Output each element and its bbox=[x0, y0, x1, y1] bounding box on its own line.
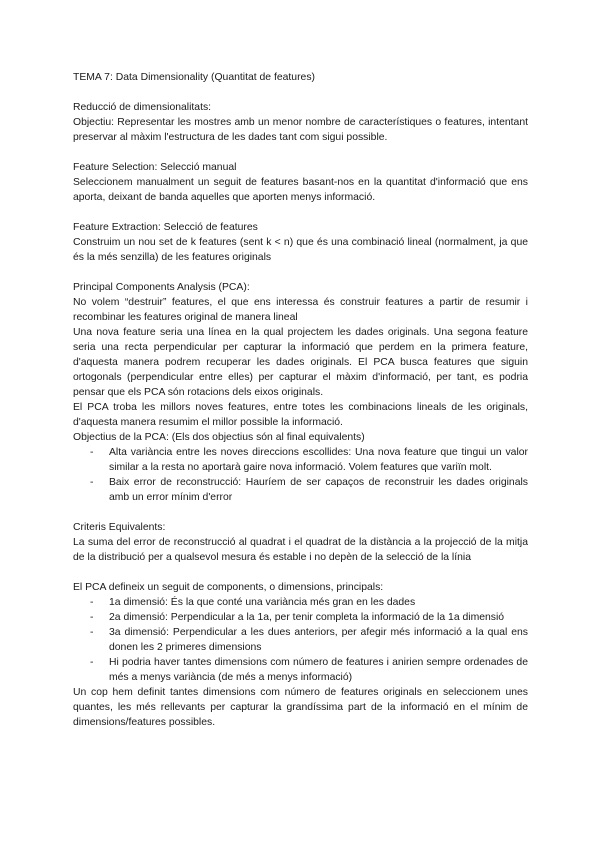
section-paragraph: La suma del error de reconstrucció al quadrat i el quadrat de la distància a la projecció de la mitja de la distribució per a qualsevol mesura és estable i no depèn de la selecció de la línia bbox=[73, 537, 528, 563]
section-heading: Reducció de dimensionalitats: bbox=[73, 102, 212, 113]
section-criteris bbox=[73, 520, 528, 565]
section-paragraph: El PCA troba les millors noves features, entre totes les combinacions lineals de les originals, d'aquesta manera resumim el millor possible la informació. bbox=[73, 402, 528, 428]
section-paragraph: Objectiu: Representar les mostres amb un menor nombre de característiques o features, intentant preservar al màxim l'estructura de les dades tant com sigui possible. bbox=[73, 117, 528, 143]
dash-bullet: - bbox=[90, 597, 94, 608]
section-paragraph: Construim un nou set de k features (sent k < n) que és una combinació lineal (normalment, ja que és la més senzilla) de les features originals bbox=[73, 237, 528, 263]
dash-bullet: - bbox=[90, 657, 94, 668]
section-paragraph: Un cop hem definit tantes dimensions com número de features originals en seleccionem unes quantes, les més rellevants per capturar la grandíssima part de la informació en el mínim de dimensions/features possibles. bbox=[73, 687, 528, 728]
section-heading: Criteris Equivalents: bbox=[73, 522, 166, 533]
section-pca bbox=[73, 280, 528, 505]
list-item-text: 1a dimensió: És la que conté una variància més gran en les dades bbox=[109, 597, 416, 608]
dash-bullet: - bbox=[90, 447, 94, 458]
list-item-text: Baix error de reconstrucció: Hauríem de ser capaços de reconstruir les dades originals amb un error mínim d'error bbox=[109, 477, 528, 503]
section-paragraph: El PCA defineix un seguit de components, o dimensions, principals: bbox=[73, 582, 384, 593]
dash-bullet: - bbox=[90, 627, 94, 638]
document-page bbox=[73, 70, 528, 730]
list-item-text: 3a dimensió: Perpendicular a les dues anteriors, per afegir més informació a la qual ens donen les 2 primeres dimensions bbox=[109, 627, 528, 653]
section-heading: Feature Extraction: Selecció de features bbox=[73, 222, 258, 233]
section-paragraph: Seleccionem manualment un seguit de features basant-nos en la quantitat d'informació que ens aporta, deixant de banda aquelles que aporten menys informació. bbox=[73, 177, 528, 203]
section-feature-extraction bbox=[73, 220, 528, 265]
dash-bullet: - bbox=[90, 477, 94, 488]
section-feature-selection bbox=[73, 160, 528, 205]
section-paragraph: Objectius de la PCA: (Els dos objectius són al final equivalents) bbox=[73, 432, 365, 443]
list-item bbox=[73, 610, 528, 625]
list-item bbox=[73, 655, 528, 685]
list-item bbox=[73, 445, 528, 475]
components-list bbox=[73, 595, 528, 685]
section-paragraph: Una nova feature seria una línea en la qual projectem les dades originals. Una segona feature seria una recta perpendicular per capturar la informació que perdem en la primera feature, d'aquesta manera podrem recuperar les dades originals. El PCA busca features que siguin ortogonals (perpendicular entre elles) per capturar el màxim d'informació, per tant, es podria pensar que els PCA són rotacions dels eixos originals. bbox=[73, 327, 528, 398]
list-item bbox=[73, 625, 528, 655]
section-heading: Principal Components Analysis (PCA): bbox=[73, 282, 250, 293]
section-paragraph: No volem “destruir” features, el que ens interessa és construir features a partir de resumir i recombinar les features original de manera lineal bbox=[73, 297, 528, 323]
list-item bbox=[73, 475, 528, 505]
section-heading: Feature Selection: Selecció manual bbox=[73, 162, 237, 173]
list-item-text: Alta variància entre les noves direccions escollides: Una nova feature que tingui un valor similar a la resta no aportarà gaire nova informació. Volem features que variïn molt. bbox=[109, 447, 528, 473]
section-reduccio bbox=[73, 100, 528, 145]
list-item-text: Hi podria haver tantes dimensions com número de features i anirien sempre ordenades de més a menys variància (de més a menys informació) bbox=[109, 657, 528, 683]
list-item bbox=[73, 595, 528, 610]
section-components bbox=[73, 580, 528, 730]
objectives-list bbox=[73, 445, 528, 505]
dash-bullet: - bbox=[90, 612, 94, 623]
document-title: TEMA 7: Data Dimensionality (Quantitat de features) bbox=[73, 72, 315, 83]
list-item-text: 2a dimensió: Perpendicular a la 1a, per tenir completa la informació de la 1a dimensió bbox=[109, 612, 505, 623]
